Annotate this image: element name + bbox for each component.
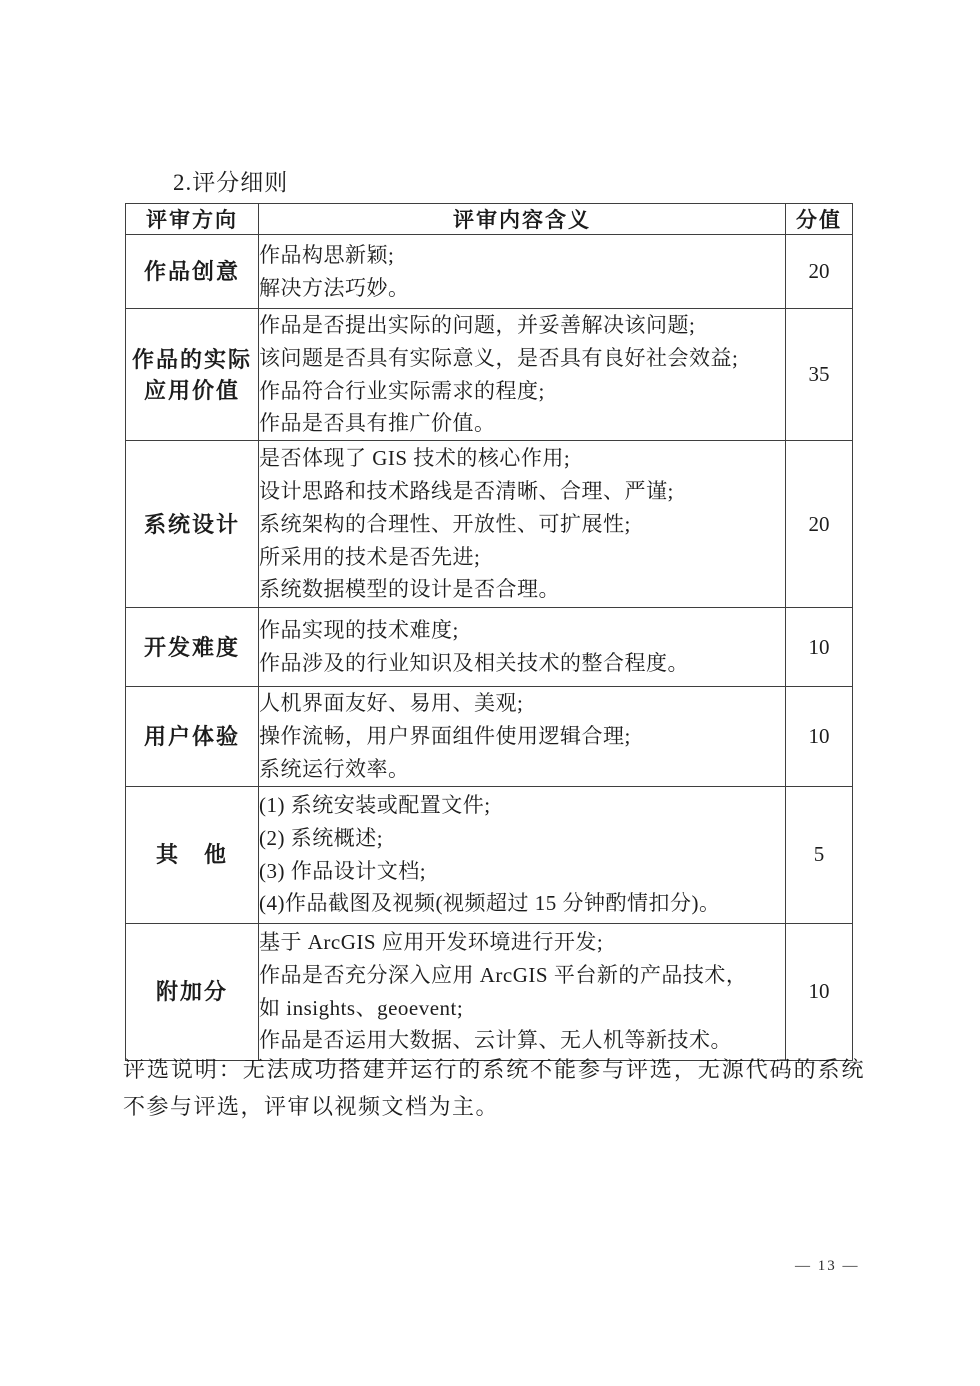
description-line: 系统运行效率。: [259, 756, 410, 781]
description-line: 如 insights、geoevent;: [259, 995, 464, 1020]
selection-note: 评选说明：无法成功搭建并运行的系统不能参与评选，无源代码的系统不参与评选，评审以视频文档为主。: [123, 1057, 865, 1119]
table-row: [126, 441, 853, 608]
page-number: — 13 —: [795, 1258, 860, 1274]
column-header-content: 评审内容含义: [259, 204, 786, 235]
description-line: 基于 ArcGIS 应用开发环境进行开发;: [259, 929, 604, 954]
description-line: 设计思路和技术路线是否清晰、合理、严谨;: [259, 478, 674, 503]
criterion-name: 作品的实际应用价值: [126, 309, 259, 441]
column-header-direction: 评审方向: [126, 204, 259, 235]
criterion-description: [259, 441, 786, 608]
criterion-description: [259, 235, 786, 309]
table-row: [126, 923, 853, 1060]
description-line: (1) 系统安装或配置文件;: [259, 792, 491, 817]
description-line: 系统架构的合理性、开放性、可扩展性;: [259, 511, 631, 536]
criterion-score: 20: [786, 235, 853, 309]
scoring-rubric-table: [125, 203, 853, 1061]
description-line: 作品是否具有推广价值。: [259, 411, 496, 436]
criterion-description: [259, 786, 786, 923]
criterion-description: [259, 608, 786, 687]
criterion-score: 5: [786, 786, 853, 923]
criterion-score: 10: [786, 608, 853, 687]
criterion-name: 其 他: [126, 786, 259, 923]
column-header-score: 分值: [786, 204, 853, 235]
description-line: 作品符合行业实际需求的程度;: [259, 378, 545, 403]
table-row: [126, 235, 853, 309]
description-line: 人机界面友好、易用、美观;: [259, 691, 524, 716]
criterion-description: [259, 923, 786, 1060]
section-title: 2.评分细则: [173, 170, 289, 195]
description-line: 作品是否运用大数据、云计算、无人机等新技术。: [259, 1028, 732, 1053]
description-line: (4)作品截图及视频(视频超过 15 分钟酌情扣分)。: [259, 891, 721, 916]
criterion-score: 10: [786, 923, 853, 1060]
table-row: [126, 608, 853, 687]
description-line: 是否体现了 GIS 技术的核心作用;: [259, 446, 571, 471]
description-line: 作品是否充分深入应用 ArcGIS 平台新的产品技术，: [259, 962, 748, 987]
description-line: 操作流畅，用户界面组件使用逻辑合理;: [259, 723, 631, 748]
description-line: (3) 作品设计文档;: [259, 858, 427, 883]
table-header-row: [126, 204, 853, 235]
description-line: (2) 系统概述;: [259, 825, 384, 850]
criterion-name: 附加分: [126, 923, 259, 1060]
criterion-score: 20: [786, 441, 853, 608]
criterion-name: 用户体验: [126, 687, 259, 786]
criterion-name: 开发难度: [126, 608, 259, 687]
criterion-description: [259, 687, 786, 786]
description-line: 解决方法巧妙。: [259, 275, 410, 300]
criterion-name: 系统设计: [126, 441, 259, 608]
criterion-name: 作品创意: [126, 235, 259, 309]
description-line: 作品构思新颖;: [259, 242, 395, 267]
description-line: 作品实现的技术难度;: [259, 618, 459, 643]
table-row: [126, 786, 853, 923]
description-line: 所采用的技术是否先进;: [259, 544, 481, 569]
table-row: [126, 687, 853, 786]
description-line: 作品涉及的行业知识及相关技术的整合程度。: [259, 651, 689, 676]
criterion-score: 35: [786, 309, 853, 441]
description-line: 该问题是否具有实际意义，是否具有良好社会效益;: [259, 345, 739, 370]
criterion-description: [259, 309, 786, 441]
description-line: 系统数据模型的设计是否合理。: [259, 577, 560, 602]
table-row: [126, 309, 853, 441]
description-line: 作品是否提出实际的问题，并妥善解决该问题;: [259, 313, 696, 337]
criterion-score: 10: [786, 687, 853, 786]
